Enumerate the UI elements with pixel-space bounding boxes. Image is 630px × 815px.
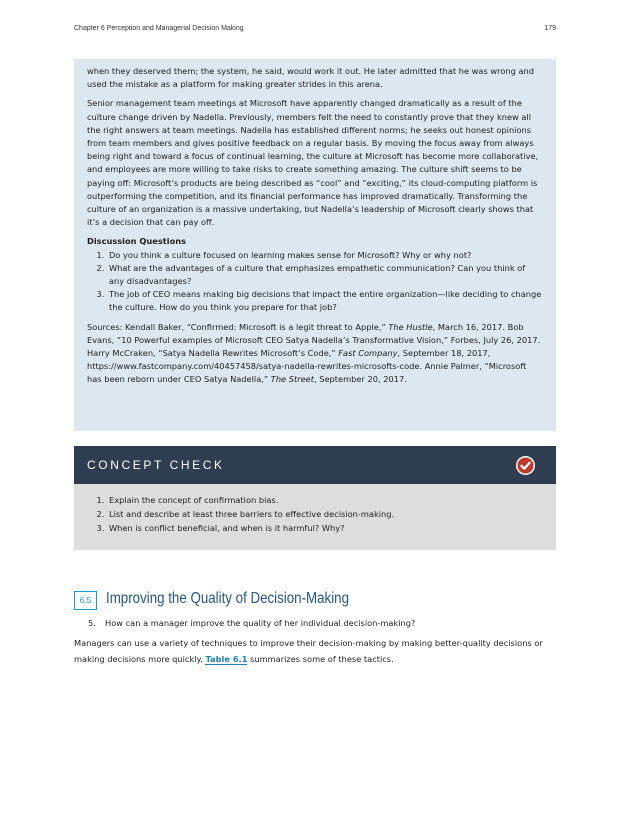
- case-paragraph: Senior management team meetings at Microsoft have apparently changed dramatically as a result of the culture change driven by Nadella. Previously, members felt the need to constantly prove that they knew all the right answers at team meetings. Nadella has established different norms; he seeks out honest opinions from team members and gives positive feedback on a regular basis. By moving the focus away from always being right and toward a focus of continual learning, the culture at Microsoft has become more collaborative, and employees are more willing to take risks to create something amazing. The culture shift seems to be paying off: Microsoft’s products are being described as “cool” and “exciting,” its cloud-computing platform is outperforming the competition, and its financial performance has improved dramatically. Transforming the culture of an organization is a massive undertaking, but Nadella’s leadership of Microsoft clearly shows that it’s a decision that can pay off.: [87, 98, 539, 228]
- discussion-question: 3. The job of CEO means making big decisions that impact the entire organization—like deciding to change the culture. How do you think you prepare for that job?: [107, 288, 542, 314]
- case-sources: Sources: Kendall Baker, “Confirmed: Microsoft is a legit threat to Apple,” The Hustle, March 16, 2017. Bob Evans, “10 Powerful examples of Microsoft CEO Satya Nadella’s Transformative Vision,” Forbes, July 26, 2017. Harry McCraken, “Satya Nadella Rewrites Microsoft’s Code,” Fast Company, September 18, 2017, https://www.fastcompany.com/40457458/satya-nadella-rewrites-microsofts-code. Annie Palmer, “Microsoft has been reborn under CEO Satya Nadella,” The Street, September 20, 2017.: [87, 321, 541, 385]
- learning-objective-text: How can a manager improve the quality of her individual decision-making?: [105, 618, 416, 628]
- concept-check-header: [74, 446, 556, 484]
- page-number: 179: [544, 25, 556, 32]
- concept-check-body: [74, 484, 556, 550]
- section-number-badge: 6.5: [74, 591, 97, 610]
- learning-objective-number: 5.: [88, 618, 96, 628]
- concept-check-item: 3. When is conflict beneficial, and when is it harmful? Why?: [107, 521, 542, 535]
- concept-check-title: CONCEPT CHECK: [87, 458, 225, 472]
- discussion-questions-heading: Discussion Questions: [87, 236, 187, 247]
- section-title: Improving the Quality of Decision-Making: [106, 590, 350, 607]
- running-header: [74, 25, 556, 37]
- table-6-1-link[interactable]: Table 6.1: [205, 653, 248, 664]
- discussion-questions-list: [87, 249, 542, 315]
- section-intro-paragraph: Managers can use a variety of techniques to improve their decision-making by making better-quality decisions or making decisions more quickly. Table 6.1 summarizes some of these tactics.: [74, 638, 543, 664]
- case-paragraph: when they deserved them; the system, he said, would work it out. He later admitted that he was wrong and used the mistake as a platform for making greater strides in this arena.: [87, 66, 535, 90]
- concept-check-item: 2. List and describe at least three barriers to effective decision-making.: [107, 507, 542, 521]
- concept-check-item: 1. Explain the concept of confirmation bias.: [107, 493, 542, 507]
- discussion-question: 1. Do you think a culture focused on learning makes sense for Microsoft? Why or why not?: [107, 249, 542, 262]
- discussion-question: 2. What are the advantages of a culture that emphasizes empathetic communication? Can you think of any disadvantages?: [107, 262, 542, 288]
- concept-check-list: [87, 493, 542, 535]
- learning-objective: [88, 618, 415, 628]
- checkmark-icon: [516, 456, 535, 475]
- chapter-title: Chapter 6 Perception and Managerial Decision Making: [74, 25, 244, 32]
- case-study-box: [74, 59, 556, 431]
